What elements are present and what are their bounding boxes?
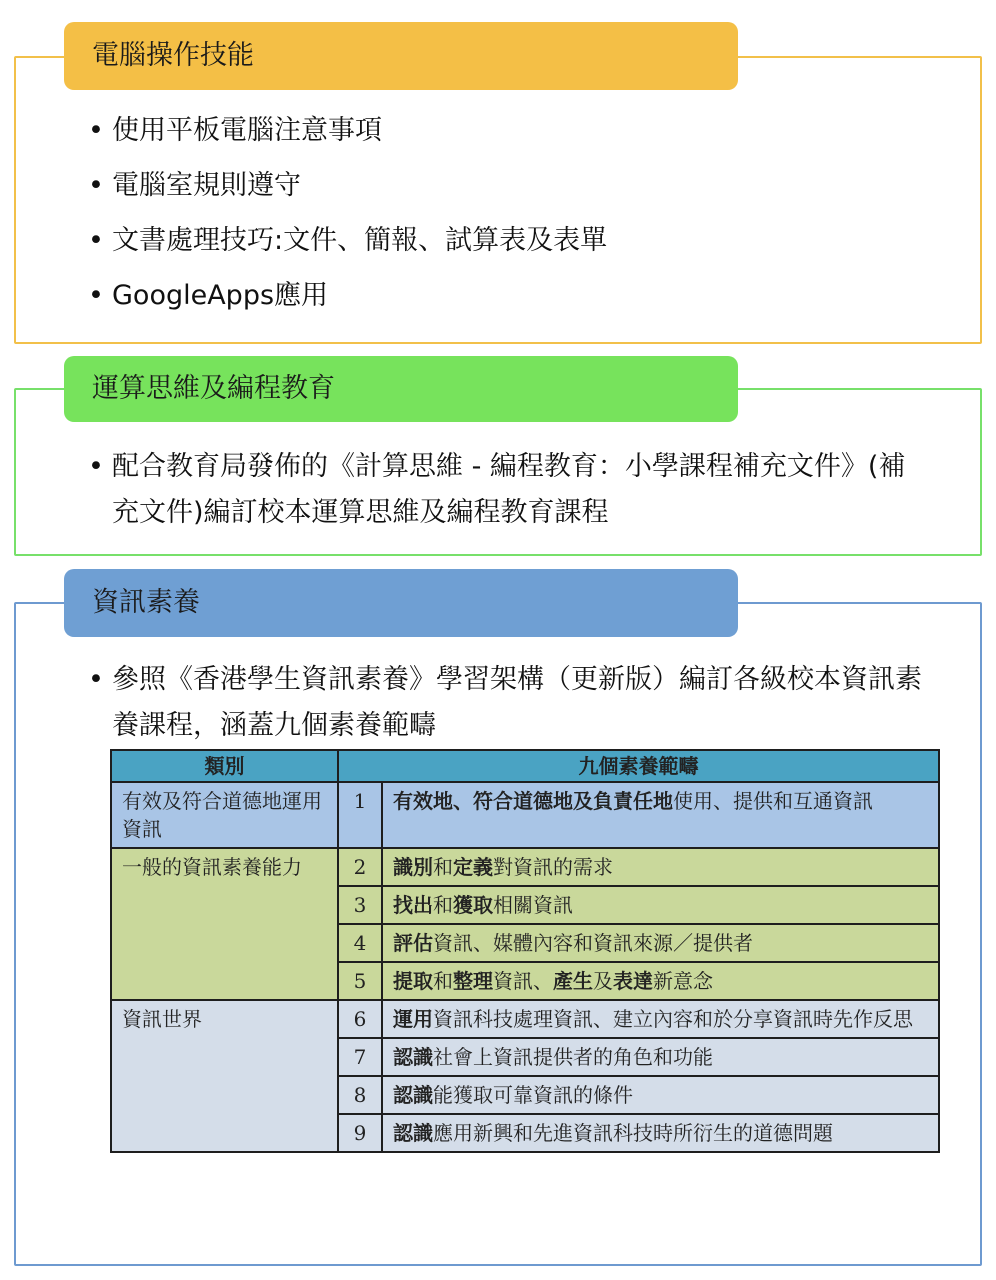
bullet-list [88,112,922,332]
domain-text: 對資訊的需求 [493,855,613,879]
section-title: 資訊素養 [64,569,738,637]
domain-cell [382,962,939,1000]
domain-cell [382,1000,939,1038]
domain-keyword: 獲取 [453,893,493,917]
domain-text: 和 [433,893,453,917]
table-header-row [111,750,939,782]
domain-keyword: 運用 [393,1007,433,1031]
domain-keyword: 認識 [393,1083,433,1107]
domain-keyword: 定義 [453,855,493,879]
header-domains: 九個素養範疇 [338,750,939,782]
literacy-table [110,749,940,1153]
domain-text: 相關資訊 [493,893,573,917]
domain-text: 使用、提供和互通資訊 [673,789,873,813]
list-item: • GoogleApps應用 [88,277,922,315]
category-cell: 資訊世界 [111,1000,338,1152]
domain-text: 和 [433,855,453,879]
domain-text: 能獲取可靠資訊的條件 [433,1083,633,1107]
header-category: 類別 [111,750,338,782]
row-number: 3 [338,886,382,924]
category-cell: 有效及符合道德地運用資訊 [111,782,338,848]
section-computer-skills [14,22,982,344]
domain-text: 社會上資訊提供者的角色和功能 [433,1045,713,1069]
domain-text: 資訊科技處理資訊、建立內容和於分享資訊時先作反思 [433,1007,913,1031]
list-item: • 參照《香港學生資訊素養》學習架構（更新版）編訂各級校本資訊素養課程，涵蓋九個素養範疇 [88,657,922,749]
domain-text: 資訊、媒體內容和資訊來源／提供者 [433,931,753,955]
domain-keyword: 整理 [453,969,493,993]
domain-keyword: 有效地、符合道德地及負責任地 [393,789,673,813]
section-computational-thinking [14,356,982,556]
row-number: 2 [338,848,382,886]
table-row [111,1000,939,1038]
list-item: • 配合教育局發佈的《計算思維 - 編程教育：小學課程補充文件》(補充文件)編訂校本運算思維及編程教育課程 [88,444,922,536]
domain-cell [382,1076,939,1114]
domain-cell [382,848,939,886]
section-title: 電腦操作技能 [64,22,738,90]
domain-keyword: 表達 [613,969,653,993]
row-number: 8 [338,1076,382,1114]
domain-cell [382,1114,939,1152]
bullet-list [88,444,922,536]
row-number: 7 [338,1038,382,1076]
domain-cell [382,1038,939,1076]
row-number: 9 [338,1114,382,1152]
domain-keyword: 評估 [393,931,433,955]
domain-text: 新意念 [653,969,713,993]
category-cell: 一般的資訊素養能力 [111,848,338,1000]
row-number: 5 [338,962,382,1000]
row-number: 1 [338,782,382,848]
bullet-list [88,657,922,749]
table-row [111,848,939,886]
domain-keyword: 產生 [553,969,593,993]
section-information-literacy [14,569,982,1264]
domain-text: 和 [433,969,453,993]
domain-keyword: 認識 [393,1045,433,1069]
domain-text: 應用新興和先進資訊科技時所衍生的道德問題 [433,1121,833,1145]
domain-text: 資訊、 [493,969,553,993]
domain-cell [382,886,939,924]
domain-cell [382,782,939,848]
domain-text: 及 [593,969,613,993]
domain-keyword: 認識 [393,1121,433,1145]
section-title: 運算思維及編程教育 [64,356,738,422]
row-number: 6 [338,1000,382,1038]
list-item: • 電腦室規則遵守 [88,167,922,205]
table-row [111,782,939,848]
domain-keyword: 提取 [393,969,433,993]
domain-keyword: 找出 [393,893,433,917]
list-item: • 文書處理技巧:文件、簡報、試算表及表單 [88,222,922,260]
domain-cell [382,924,939,962]
list-item: • 使用平板電腦注意事項 [88,112,922,150]
row-number: 4 [338,924,382,962]
domain-keyword: 識別 [393,855,433,879]
